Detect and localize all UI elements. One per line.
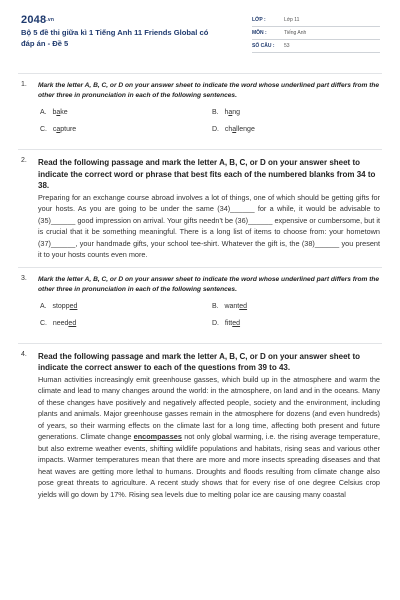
option-b[interactable]: B. hang (212, 109, 241, 116)
reading-passage: Human activities increasingly emit greenhouse gasses, which build up in the atmosphere and warm the climate and lead to many changes around the world: in the atmosphere, on land and in the oceans. Many of these changes have positively and negatively affected people, society and the environment, including plants and animals. Major greenhouse gasses remain in the atmosphere for dozens (and even hundreds) of years, so their warming effects on the climate last for a long time, affecting both present and future generations. Climate change encompasses not only global warming, i.e. the rising average temperature, but also extreme weather events, shifting wildlife populations and habitats, rising seas and various other impacts. Warmer temperatures mean that there are more and more insects spreading diseases and that heat waves are getting more lethal to humans. Droughts and floods resulting from climate change also pose great threats to agriculture. A recent study shows that for every rise of one degree Celsius crop yields will go down by 17%. Rising sea levels due to melting polar ice are causing many coastal (38, 374, 380, 499)
answer-options (38, 109, 380, 143)
question-instruction: Mark the letter A, B, C, or D on your answer sheet to indicate the word whose underlined part differs from the other three in pronunciation in each of the following sentences. (38, 275, 380, 293)
question-list (0, 73, 400, 506)
question-number: 3. (21, 274, 27, 282)
meta-label: SỐ CÂU : (252, 43, 275, 49)
question-3 (0, 268, 400, 343)
option-b[interactable]: B. wanted (212, 302, 248, 310)
option-row (38, 109, 380, 126)
option-d[interactable]: D. fitted (212, 319, 241, 327)
question-4 (0, 344, 400, 507)
option-row (38, 303, 380, 320)
question-number: 1. (21, 81, 27, 88)
answer-options (38, 303, 380, 337)
document-meta (252, 14, 380, 53)
question-instruction: Read the following passage and mark the letter A, B, C, or D on your answer sheet to indicate the correct word or phrase that best fits each of the numbered blanks from 34 to 38. (38, 158, 376, 190)
option-row (38, 320, 380, 337)
highlighted-word: encompasses (133, 432, 182, 441)
option-c[interactable]: C. needed (40, 319, 77, 327)
option-row (38, 126, 380, 143)
meta-label: MÔN : (252, 30, 267, 36)
meta-value: Lớp 11 (284, 17, 300, 23)
meta-label: LỚP : (252, 17, 266, 23)
question-1 (0, 74, 400, 149)
question-number: 4. (21, 350, 27, 358)
option-a[interactable]: A. bake (40, 109, 68, 116)
site-logo[interactable]: 2048.vn (21, 14, 55, 26)
option-c[interactable]: C. capture (40, 126, 77, 133)
option-a[interactable]: A. stopped (40, 302, 78, 310)
meta-value: Tiếng Anh (284, 30, 307, 36)
document-title: Bộ 5 đề thi giữa kì 1 Tiếng Anh 11 Friends Global có đáp án - Đề 5 (21, 28, 209, 48)
page-header (0, 0, 400, 62)
question-number: 2. (21, 157, 27, 164)
meta-row-question-count (252, 40, 380, 53)
meta-value: 53 (284, 43, 290, 49)
question-instruction: Read the following passage and mark the letter A, B, C, or D on your answer sheet to indicate the correct answer to each of the questions from 39 to 43. (38, 351, 360, 372)
option-d[interactable]: D. challenge (212, 126, 255, 133)
question-instruction: Mark the letter A, B, C, or D on your answer sheet to indicate the word whose underlined part differs from the other three in pronunciation in each of the following sentences. (38, 82, 380, 99)
reading-passage: Preparing for an exchange course abroad involves a lot of things, one of which should be getting gifts for your hosts. As you are going to be under the same (34)______ for a while, it would be advisable to (35)______ good impression on arrival. Your gifts needn't be (36)______ expensive or cumbersome, but it is crucial that it be something meaningful. There is a long list of items to choose from: your hometown (37)______, your handmade gifts, your school tee-shirt. Whatever the gift is, the (38)______ you present it to your hosts counts even more. (38, 192, 380, 259)
meta-row-class (252, 14, 380, 27)
meta-row-subject (252, 27, 380, 40)
question-2 (0, 150, 400, 267)
